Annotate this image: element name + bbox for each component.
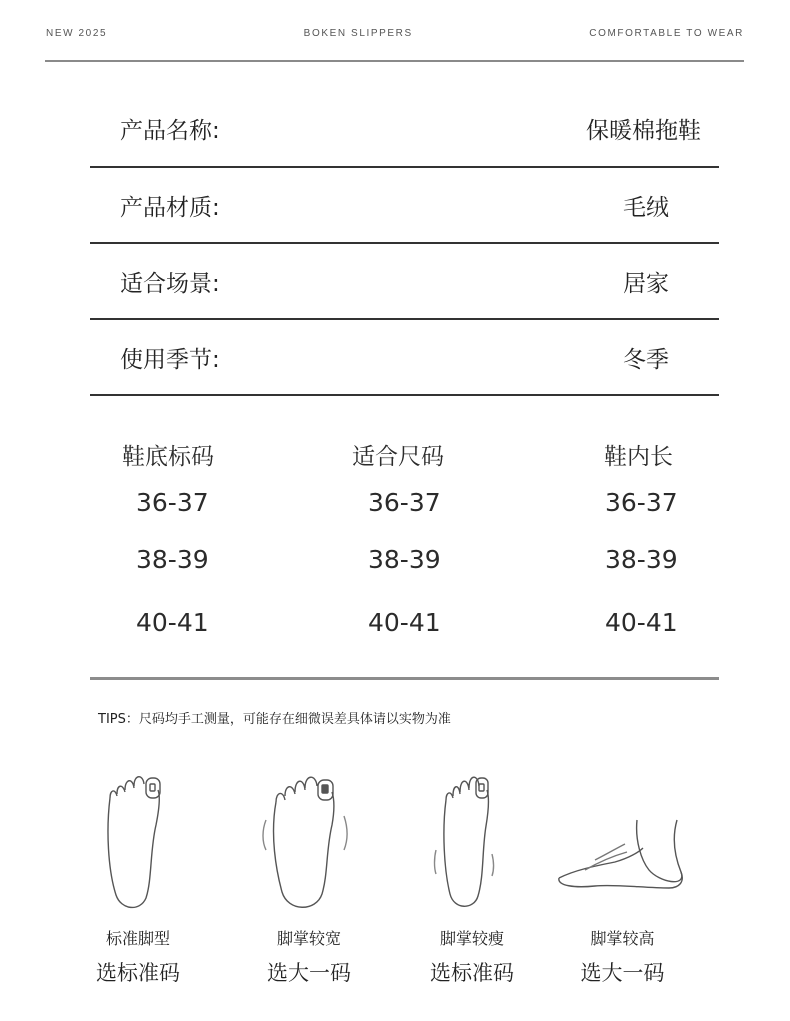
header-divider — [45, 60, 744, 62]
foot-advice-label: 选标准码 — [96, 961, 180, 985]
spec-key: 产品材质: — [120, 194, 220, 221]
size-table — [90, 432, 719, 672]
size-cell: 40-41 — [368, 608, 441, 637]
narrow-foot-icon — [422, 770, 522, 920]
tips-note: TIPS：尺码均手工测量，可能存在细微误差具体请以实物为准 — [98, 712, 451, 727]
size-cell: 36-37 — [368, 488, 441, 517]
foot-item-high-arch — [555, 770, 690, 987]
size-header-fit: 适合尺码 — [352, 444, 444, 470]
spec-row-season — [90, 320, 719, 396]
header-left-text: NEW 2025 — [46, 28, 108, 39]
product-spec-table — [90, 90, 719, 396]
wide-foot-icon — [258, 770, 360, 920]
foot-item-wide — [258, 770, 360, 987]
size-cell: 36-37 — [605, 488, 678, 517]
foot-type-label: 脚掌较宽 — [276, 929, 341, 948]
spec-key: 使用季节: — [120, 346, 220, 373]
spec-row-name — [90, 90, 719, 168]
standard-foot-icon — [88, 770, 188, 920]
header-right-text: COMFORTABLE TO WEAR — [589, 28, 744, 39]
size-cell: 38-39 — [368, 545, 441, 574]
header-center-text: BOKEN SLIPPERS — [303, 28, 413, 39]
spec-key: 适合场景: — [120, 270, 220, 297]
spec-key: 产品名称: — [120, 117, 220, 144]
size-cell: 40-41 — [136, 608, 209, 637]
spec-value: 保暖棉拖鞋 — [586, 117, 701, 144]
spec-value: 居家 — [623, 270, 669, 297]
size-header-inner-length: 鞋内长 — [604, 444, 673, 470]
header-bar — [46, 28, 744, 39]
foot-advice-label: 选大一码 — [267, 961, 351, 985]
high-arch-foot-icon — [555, 770, 690, 920]
foot-advice-label: 选大一码 — [580, 961, 665, 985]
foot-type-guide — [0, 770, 790, 1010]
spec-row-scene — [90, 244, 719, 320]
spec-row-material — [90, 168, 719, 244]
spec-value: 冬季 — [623, 346, 669, 373]
size-header-sole: 鞋底标码 — [122, 444, 214, 470]
size-cell: 40-41 — [605, 608, 678, 637]
foot-item-standard — [88, 770, 188, 987]
size-cell: 38-39 — [136, 545, 209, 574]
foot-type-label: 脚掌较瘦 — [439, 929, 504, 948]
size-cell: 38-39 — [605, 545, 678, 574]
foot-type-label: 脚掌较高 — [590, 929, 655, 948]
size-table-divider — [90, 677, 719, 680]
spec-value: 毛绒 — [623, 194, 669, 221]
foot-item-narrow — [422, 770, 522, 987]
foot-type-label: 标准脚型 — [105, 929, 170, 948]
size-cell: 36-37 — [136, 488, 209, 517]
foot-advice-label: 选标准码 — [430, 961, 514, 985]
